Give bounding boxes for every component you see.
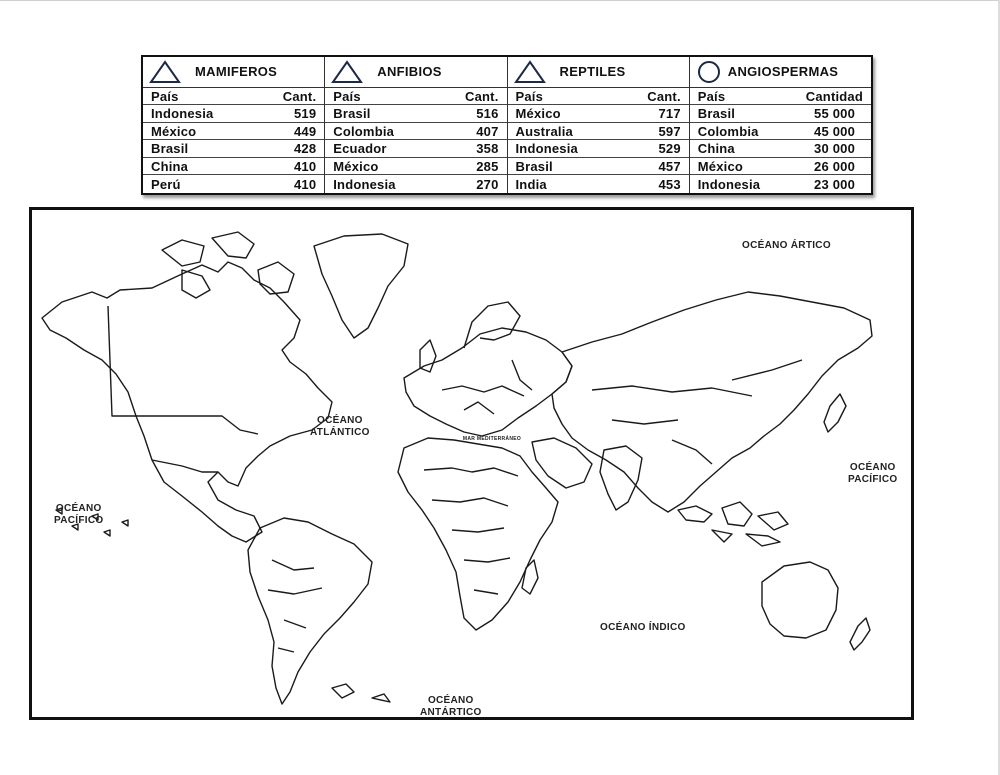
amount-cell: 453 bbox=[658, 176, 681, 192]
column-angiospermas bbox=[690, 57, 871, 193]
column-header bbox=[143, 57, 324, 88]
table-row bbox=[143, 140, 324, 158]
amount-cell: 358 bbox=[476, 141, 499, 157]
south-america-outline bbox=[248, 518, 372, 704]
amount-cell: 428 bbox=[293, 141, 317, 157]
country-cell: Colombia bbox=[333, 123, 395, 139]
column-header bbox=[508, 57, 689, 88]
column-reptiles bbox=[508, 57, 690, 193]
canada-border bbox=[108, 306, 258, 434]
new-zealand-outline bbox=[850, 618, 870, 650]
amount-cell: 26 000 bbox=[814, 158, 855, 174]
ocean-label-artico: OCÉANO ÁRTICO bbox=[742, 240, 831, 251]
antarctica-hint bbox=[332, 684, 390, 702]
species-table bbox=[141, 55, 873, 195]
scandinavia-outline bbox=[464, 302, 520, 348]
greenland-outline bbox=[314, 234, 408, 338]
column-mamiferos bbox=[143, 57, 325, 193]
country-cell: Brasil bbox=[515, 158, 553, 174]
amount-cell: 717 bbox=[658, 106, 681, 122]
ocean-label-line: PACÍFICO bbox=[848, 474, 898, 485]
country-cell: Australia bbox=[515, 123, 573, 139]
header-row bbox=[143, 88, 324, 106]
europe-outline bbox=[404, 328, 572, 436]
south-america-borders bbox=[268, 560, 322, 652]
column-header bbox=[325, 57, 506, 88]
japan-outline bbox=[824, 394, 846, 432]
country-cell: Ecuador bbox=[333, 141, 387, 157]
africa-outline bbox=[398, 438, 558, 630]
header-row bbox=[508, 88, 689, 106]
column-anfibios bbox=[325, 57, 507, 193]
table-row bbox=[508, 158, 689, 176]
column-title: ANGIOSPERMAS bbox=[727, 64, 839, 80]
amount-cell: 457 bbox=[658, 158, 681, 174]
table-row bbox=[508, 105, 689, 123]
table-row bbox=[325, 140, 506, 158]
table-row bbox=[325, 158, 506, 176]
ocean-label-atlantico bbox=[310, 415, 370, 439]
amount-cell: 23 000 bbox=[814, 176, 855, 192]
amount-cell: 407 bbox=[476, 123, 499, 139]
amount-cell: 45 000 bbox=[814, 123, 855, 139]
country-cell: China bbox=[151, 158, 189, 174]
table-row bbox=[143, 123, 324, 141]
triangle-icon bbox=[514, 60, 546, 84]
country-cell: México bbox=[697, 158, 744, 174]
ocean-label-line: OCÉANO bbox=[55, 503, 102, 514]
africa-borders bbox=[424, 468, 518, 594]
country-cell: Brasil bbox=[697, 106, 736, 122]
table-row bbox=[690, 123, 871, 141]
amount-cell: 30 000 bbox=[814, 141, 855, 157]
triangle-icon bbox=[149, 60, 181, 84]
page-edge bbox=[0, 0, 1000, 1]
country-cell: Indonesia bbox=[151, 106, 214, 122]
table-row bbox=[325, 123, 506, 141]
amount-header: Cant. bbox=[282, 88, 317, 104]
amount-cell: 285 bbox=[476, 158, 499, 174]
world-map-outline bbox=[32, 210, 911, 717]
ocean-label-line: ATLÁNTICO bbox=[310, 427, 370, 438]
table-row bbox=[690, 105, 871, 123]
country-cell: México bbox=[151, 123, 197, 139]
ocean-label-pacifico-east bbox=[848, 462, 897, 486]
ocean-label-pacifico-west bbox=[54, 503, 103, 527]
column-header bbox=[690, 57, 871, 88]
ocean-label-line: OCÉANO bbox=[317, 415, 363, 426]
madagascar-outline bbox=[522, 560, 538, 594]
table-row bbox=[143, 158, 324, 176]
country-cell: Indonesia bbox=[333, 176, 396, 192]
country-cell: China bbox=[697, 141, 735, 157]
country-cell: México bbox=[515, 106, 561, 122]
table-row bbox=[143, 175, 324, 193]
country-cell: México bbox=[333, 158, 379, 174]
table-row bbox=[690, 175, 871, 193]
amount-header: Cantidad bbox=[805, 88, 863, 104]
southeast-asia-islands bbox=[678, 502, 788, 546]
country-header: País bbox=[333, 88, 361, 104]
country-cell: Brasil bbox=[151, 141, 189, 157]
circle-icon bbox=[696, 60, 722, 84]
amount-cell: 55 000 bbox=[814, 106, 855, 122]
header-row bbox=[690, 88, 871, 106]
country-header: País bbox=[151, 88, 179, 104]
ocean-label-indico: OCÉANO ÍNDICO bbox=[600, 622, 686, 633]
amount-header: Cant. bbox=[647, 88, 681, 104]
table-row bbox=[508, 175, 689, 193]
table-row bbox=[508, 123, 689, 141]
amount-cell: 270 bbox=[476, 176, 499, 192]
india-outline bbox=[600, 446, 642, 510]
amount-cell: 597 bbox=[658, 123, 681, 139]
country-header: País bbox=[515, 88, 544, 104]
table-row bbox=[325, 175, 506, 193]
amount-cell: 410 bbox=[293, 158, 317, 174]
amount-cell: 529 bbox=[658, 141, 681, 157]
amount-header: Cant. bbox=[465, 88, 499, 104]
column-title: REPTILES bbox=[559, 64, 626, 80]
asia-outline bbox=[552, 292, 872, 512]
asia-borders bbox=[592, 360, 802, 464]
country-cell: Perú bbox=[151, 176, 181, 192]
country-cell: India bbox=[515, 176, 547, 192]
world-map bbox=[29, 207, 914, 720]
amount-cell: 516 bbox=[476, 106, 499, 122]
country-cell: Indonesia bbox=[515, 141, 578, 157]
sea-label-mediterraneo: MAR MEDITERRÁNEO bbox=[462, 436, 522, 442]
country-cell: Brasil bbox=[333, 106, 371, 122]
ocean-label-line: PACÍFICO bbox=[54, 515, 104, 526]
ocean-label-line: OCÉANO bbox=[427, 695, 474, 706]
amount-cell: 410 bbox=[293, 176, 317, 192]
table-row bbox=[690, 140, 871, 158]
ocean-label-line: OCÉANO bbox=[849, 462, 896, 473]
table-row bbox=[325, 105, 506, 123]
table-row bbox=[143, 105, 324, 123]
amount-cell: 449 bbox=[293, 123, 317, 139]
header-row bbox=[325, 88, 506, 106]
column-title: MAMIFEROS bbox=[195, 64, 278, 80]
arctic-islands-outline bbox=[162, 232, 294, 298]
usa-mexico-border bbox=[152, 460, 218, 472]
australia-outline bbox=[762, 562, 838, 638]
country-cell: Indonesia bbox=[697, 176, 761, 192]
table-row bbox=[690, 158, 871, 176]
amount-cell: 519 bbox=[293, 106, 317, 122]
country-header: País bbox=[697, 88, 726, 104]
table-row bbox=[508, 140, 689, 158]
north-america-outline bbox=[42, 262, 332, 542]
europe-borders bbox=[442, 360, 532, 414]
country-cell: Colombia bbox=[697, 123, 759, 139]
ocean-label-antartico bbox=[420, 695, 482, 719]
triangle-icon bbox=[331, 60, 363, 84]
column-title: ANFIBIOS bbox=[377, 64, 442, 80]
ocean-label-line: ANTÁRTICO bbox=[420, 707, 482, 718]
